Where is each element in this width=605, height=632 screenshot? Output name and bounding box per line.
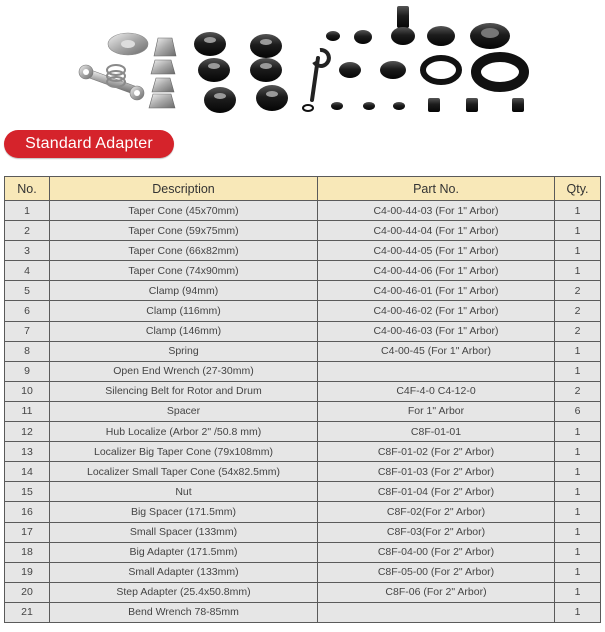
cell-no: 3 — [5, 241, 50, 261]
cell-part-no: C8F-01-02 (For 2" Arbor) — [318, 442, 555, 462]
table-row — [5, 502, 601, 522]
taper-cone-icon — [149, 38, 176, 108]
table-row — [5, 361, 601, 381]
cell-description: Bend Wrench 78-85mm — [50, 602, 318, 622]
table-row — [5, 341, 601, 361]
cell-qty: 1 — [555, 482, 601, 502]
table-row — [5, 401, 601, 421]
header-description: Description — [50, 177, 318, 201]
cell-description: Hub Localize (Arbor 2" /50.8 mm) — [50, 422, 318, 442]
cell-qty: 1 — [555, 562, 601, 582]
cell-no: 21 — [5, 602, 50, 622]
cell-part-no: C4-00-44-04 (For 1" Arbor) — [318, 221, 555, 241]
cell-no: 1 — [5, 201, 50, 221]
table-row — [5, 381, 601, 401]
table-row — [5, 261, 601, 281]
cell-no: 7 — [5, 321, 50, 341]
cell-description: Silencing Belt for Rotor and Drum — [50, 381, 318, 401]
cell-part-no: C4-00-45 (For 1" Arbor) — [318, 341, 555, 361]
cell-description: Taper Cone (66x82mm) — [50, 241, 318, 261]
cell-description: Big Spacer (171.5mm) — [50, 502, 318, 522]
cell-qty: 1 — [555, 502, 601, 522]
cell-no: 5 — [5, 281, 50, 301]
spacer-disc-icon — [108, 33, 148, 55]
table-row — [5, 522, 601, 542]
cell-description: Spring — [50, 341, 318, 361]
cell-no: 13 — [5, 442, 50, 462]
cell-no: 16 — [5, 502, 50, 522]
cell-description: Taper Cone (74x90mm) — [50, 261, 318, 281]
table-row — [5, 462, 601, 482]
cell-qty: 1 — [555, 241, 601, 261]
cell-qty: 2 — [555, 321, 601, 341]
cell-no: 6 — [5, 301, 50, 321]
cell-qty: 1 — [555, 341, 601, 361]
cell-description: Big Adapter (171.5mm) — [50, 542, 318, 562]
section-title-badge: Standard Adapter — [4, 130, 174, 158]
spacer-icon — [303, 98, 524, 112]
table-row — [5, 542, 601, 562]
cell-no: 9 — [5, 361, 50, 381]
cell-qty: 2 — [555, 281, 601, 301]
cell-qty: 1 — [555, 261, 601, 281]
cell-qty: 1 — [555, 221, 601, 241]
cell-no: 15 — [5, 482, 50, 502]
adapter-kit-photo — [0, 0, 605, 126]
table-row — [5, 582, 601, 602]
table-row — [5, 442, 601, 462]
cell-description: Localizer Small Taper Cone (54x82.5mm) — [50, 462, 318, 482]
cell-no: 17 — [5, 522, 50, 542]
cell-part-no: C4-00-44-05 (For 1" Arbor) — [318, 241, 555, 261]
table-row — [5, 281, 601, 301]
cell-description: Open End Wrench (27-30mm) — [50, 361, 318, 381]
cell-part-no — [318, 602, 555, 622]
cell-qty: 1 — [555, 602, 601, 622]
cell-qty: 1 — [555, 462, 601, 482]
cell-part-no: C4-00-46-03 (For 1" Arbor) — [318, 321, 555, 341]
table-row — [5, 482, 601, 502]
table-row — [5, 422, 601, 442]
cell-part-no: C4-00-44-03 (For 1" Arbor) — [318, 201, 555, 221]
cell-part-no: C8F-05-00 (For 2" Arbor) — [318, 562, 555, 582]
cell-description: Small Adapter (133mm) — [50, 562, 318, 582]
cell-part-no: C8F-02(For 2" Arbor) — [318, 502, 555, 522]
cell-part-no: C4F-4-0 C4-12-0 — [318, 381, 555, 401]
cell-no: 18 — [5, 542, 50, 562]
cell-part-no: C4-00-46-02 (For 1" Arbor) — [318, 301, 555, 321]
cell-description: Small Spacer (133mm) — [50, 522, 318, 542]
cell-part-no: C4-00-44-06 (For 1" Arbor) — [318, 261, 555, 281]
cell-part-no: For 1" Arbor — [318, 401, 555, 421]
cell-description: Taper Cone (45x70mm) — [50, 201, 318, 221]
cell-description: Clamp (94mm) — [50, 281, 318, 301]
cell-description: Nut — [50, 482, 318, 502]
cell-description: Localizer Big Taper Cone (79x108mm) — [50, 442, 318, 462]
cell-qty: 2 — [555, 301, 601, 321]
cell-qty: 1 — [555, 361, 601, 381]
cell-description: Clamp (116mm) — [50, 301, 318, 321]
cell-qty: 1 — [555, 542, 601, 562]
cell-no: 10 — [5, 381, 50, 401]
table-row — [5, 562, 601, 582]
cell-no: 8 — [5, 341, 50, 361]
cell-part-no: C8F-01-03 (For 2" Arbor) — [318, 462, 555, 482]
cell-part-no: C8F-01-01 — [318, 422, 555, 442]
table-header-row — [5, 177, 601, 201]
cell-no: 2 — [5, 221, 50, 241]
table-row — [5, 221, 601, 241]
table-row — [5, 602, 601, 622]
cell-no: 12 — [5, 422, 50, 442]
cell-description: Taper Cone (59x75mm) — [50, 221, 318, 241]
header-qty: Qty. — [555, 177, 601, 201]
cell-no: 4 — [5, 261, 50, 281]
cell-description: Clamp (146mm) — [50, 321, 318, 341]
table-row — [5, 201, 601, 221]
cell-qty: 1 — [555, 582, 601, 602]
cell-description: Step Adapter (25.4x50.8mm) — [50, 582, 318, 602]
cell-part-no: C8F-01-04 (For 2" Arbor) — [318, 482, 555, 502]
table-row — [5, 321, 601, 341]
cell-qty: 1 — [555, 522, 601, 542]
standard-adapter-table — [4, 176, 601, 623]
cell-qty: 1 — [555, 201, 601, 221]
bend-wrench-icon — [312, 50, 329, 100]
cell-qty: 1 — [555, 422, 601, 442]
cell-qty: 2 — [555, 381, 601, 401]
wrench-icon — [79, 65, 144, 100]
cell-no: 14 — [5, 462, 50, 482]
clamp-icon — [194, 32, 288, 113]
cell-no: 11 — [5, 401, 50, 421]
adapter-icon — [326, 6, 524, 87]
cell-part-no: C8F-06 (For 2" Arbor) — [318, 582, 555, 602]
cell-part-no: C8F-03(For 2" Arbor) — [318, 522, 555, 542]
cell-no: 19 — [5, 562, 50, 582]
cell-no: 20 — [5, 582, 50, 602]
cell-part-no: C8F-04-00 (For 2" Arbor) — [318, 542, 555, 562]
cell-qty: 1 — [555, 442, 601, 462]
cell-part-no — [318, 361, 555, 381]
table-row — [5, 301, 601, 321]
cell-part-no: C4-00-46-01 (For 1" Arbor) — [318, 281, 555, 301]
cell-qty: 6 — [555, 401, 601, 421]
cell-description: Spacer — [50, 401, 318, 421]
header-part-no: Part No. — [318, 177, 555, 201]
table-row — [5, 241, 601, 261]
header-no: No. — [5, 177, 50, 201]
